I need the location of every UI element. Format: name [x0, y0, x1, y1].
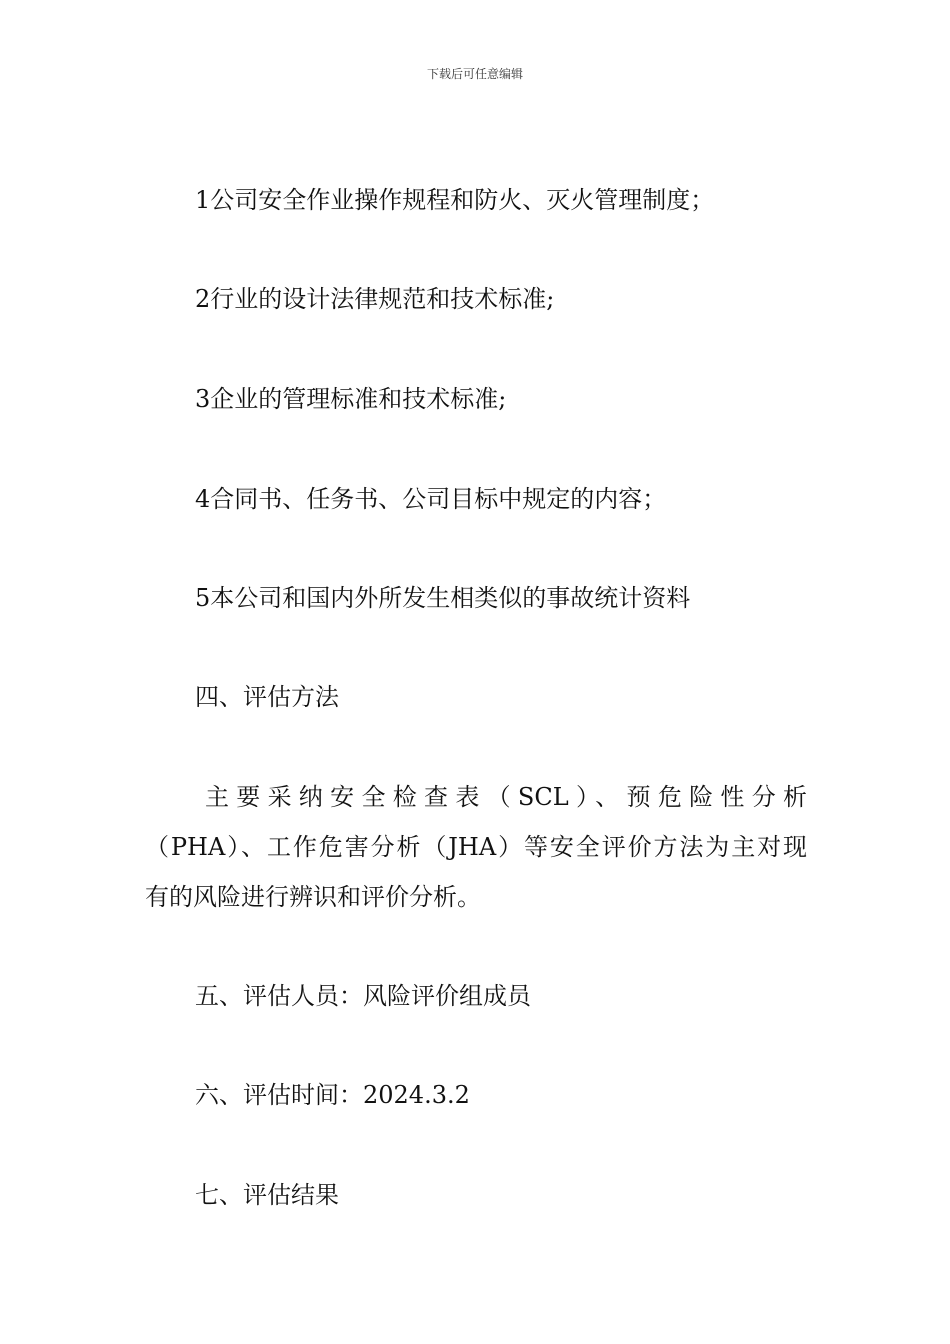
- section-heading-result: 七、评估结果: [195, 1181, 339, 1209]
- page-header: 下载后可任意编辑: [426, 67, 523, 81]
- method-paragraph: [145, 772, 807, 922]
- basis-item-3: 3企业的管理标准和技术标准;: [195, 385, 507, 413]
- basis-item-2: 2行业的设计法律规范和技术标准;: [195, 285, 555, 313]
- method-paragraph-line-2: （PHA）、工作危害分析（JHA）等安全评价方法为主对现: [145, 833, 807, 861]
- basis-item-5: 5本公司和国内外所发生相类似的事故统计资料: [195, 584, 691, 612]
- basis-item-4: 4合同书、任务书、公司目标中规定的内容；: [195, 485, 667, 513]
- section-time: 六、评估时间：2024.3.2: [195, 1081, 470, 1109]
- section-heading-method: 四、评估方法: [195, 683, 339, 711]
- section-personnel: 五、评估人员：风险评价组成员: [195, 982, 531, 1010]
- basis-item-1: 1公司安全作业操作规程和防火、灭火管理制度；: [195, 186, 715, 214]
- method-paragraph-line-3: 有的风险进行辨识和评价分析。: [145, 883, 481, 911]
- method-paragraph-line-1: 主要采纳安全检查表（SCL）、预危险性分析: [205, 783, 807, 811]
